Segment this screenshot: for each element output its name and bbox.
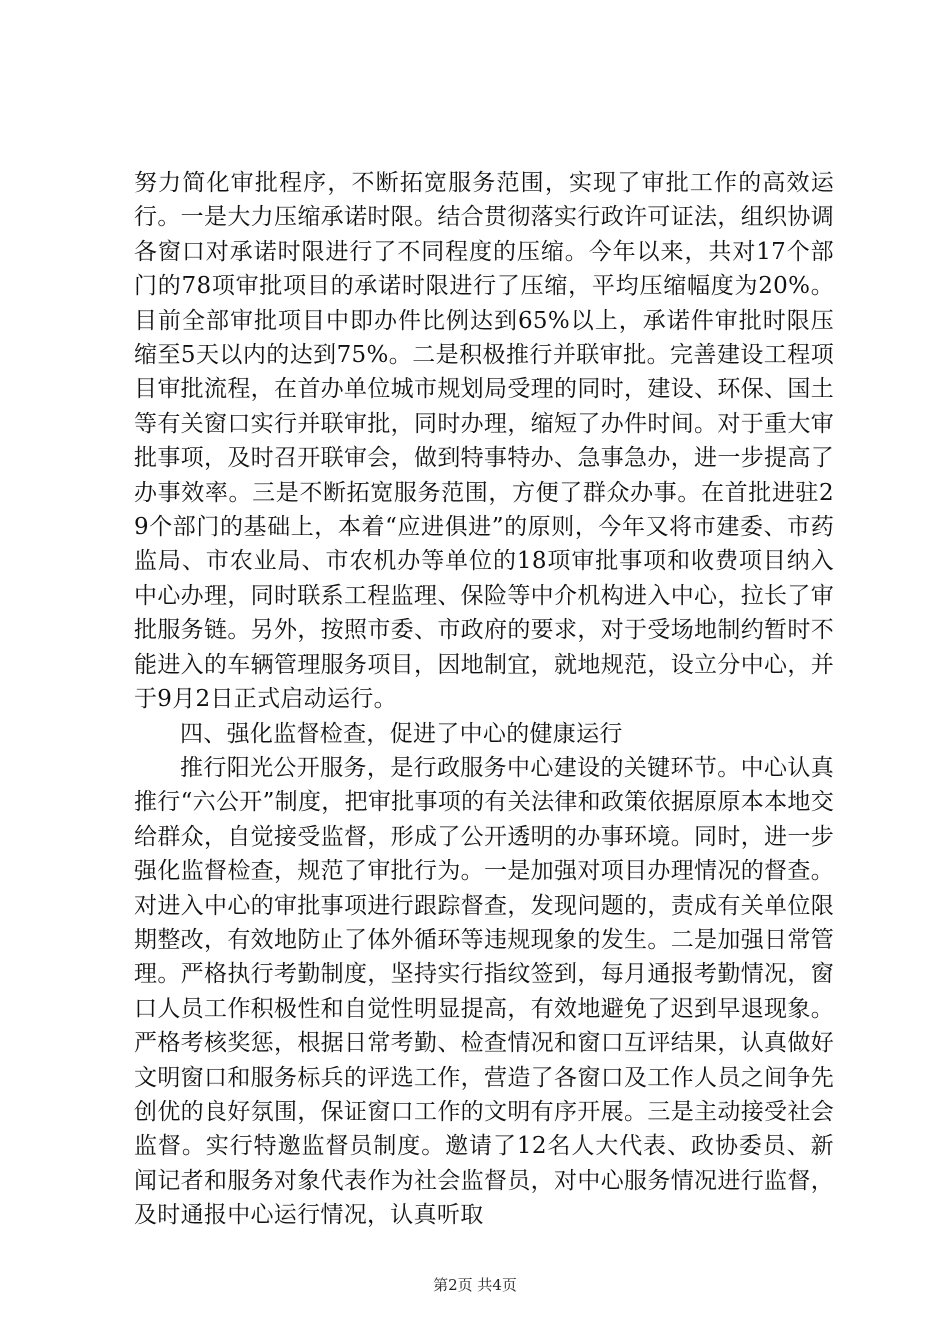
section-heading: 四、强化监督检查，促进了中心的健康运行	[180, 720, 623, 747]
body-paragraph-2: 推行阳光公开服务，是行政服务中心建设的关键环节。中心认真推行“六公开”制度，把审批事项的有关法律和政策依据原原本本地交给群众，自觉接受监督，形成了公开透明的办事环境。同时，进一步强化监督检查，规范了审批行为。一是加强对项目办理情况的督查。对进入中心的审批事项进行跟踪督查，发现问题的，责成有关单位限期整改，有效地防止了体外循环等违规现象的发生。二是加强日常管理。严格执行考勤制度，坚持实行指纹签到，每月通报考勤情况，窗口人员工作积极性和自觉性明显提高，有效地避免了迟到早退现象。严格考核奖惩，根据日常考勤、检查情况和窗口互评结果，认真做好文明窗口和服务标兵的评选工作，营造了各窗口及工作人员之间争先创优的良好氛围，保证窗口工作的文明有序开展。三是主动接受社会监督。实行特邀监督员制度。邀请了12名人大代表、政协委员、新闻记者和服务对象代表作为社会监督员，对中心服务情况进行监督，及时通报中心运行情况，认真听取	[134, 754, 834, 1229]
document-body	[134, 166, 834, 1233]
page-footer: 第2页 共4页	[433, 1276, 517, 1294]
body-paragraph-1: 努力简化审批程序，不断拓宽服务范围，实现了审批工作的高效运行。一是大力压缩承诺时限。结合贯彻落实行政许可证法，组织协调各窗口对承诺时限进行了不同程度的压缩。今年以来，共对17个部门的78项审批项目的承诺时限进行了压缩，平均压缩幅度为20%。目前全部审批项目中即办件比例达到65%以上，承诺件审批时限压缩至5天以内的达到75%。二是积极推行并联审批。完善建设工程项目审批流程，在首办单位城市规划局受理的同时，建设、环保、国土等有关窗口实行并联审批，同时办理，缩短了办件时间。对于重大审批事项，及时召开联审会，做到特事特办、急事急办，进一步提高了办事效率。三是不断拓宽服务范围，方便了群众办事。在首批进驻29个部门的基础上，本着“应进俱进”的原则，今年又将市建委、市药监局、市农业局、市农机办等单位的18项审批事项和收费项目纳入中心办理，同时联系工程监理、保险等中介机构进入中心，拉长了审批服务链。另外，按照市委、市政府的要求，对于受场地制约暂时不能进入的车辆管理服务项目，因地制宜，就地规范，设立分中心，并于9月2日正式启动运行。	[134, 170, 834, 713]
